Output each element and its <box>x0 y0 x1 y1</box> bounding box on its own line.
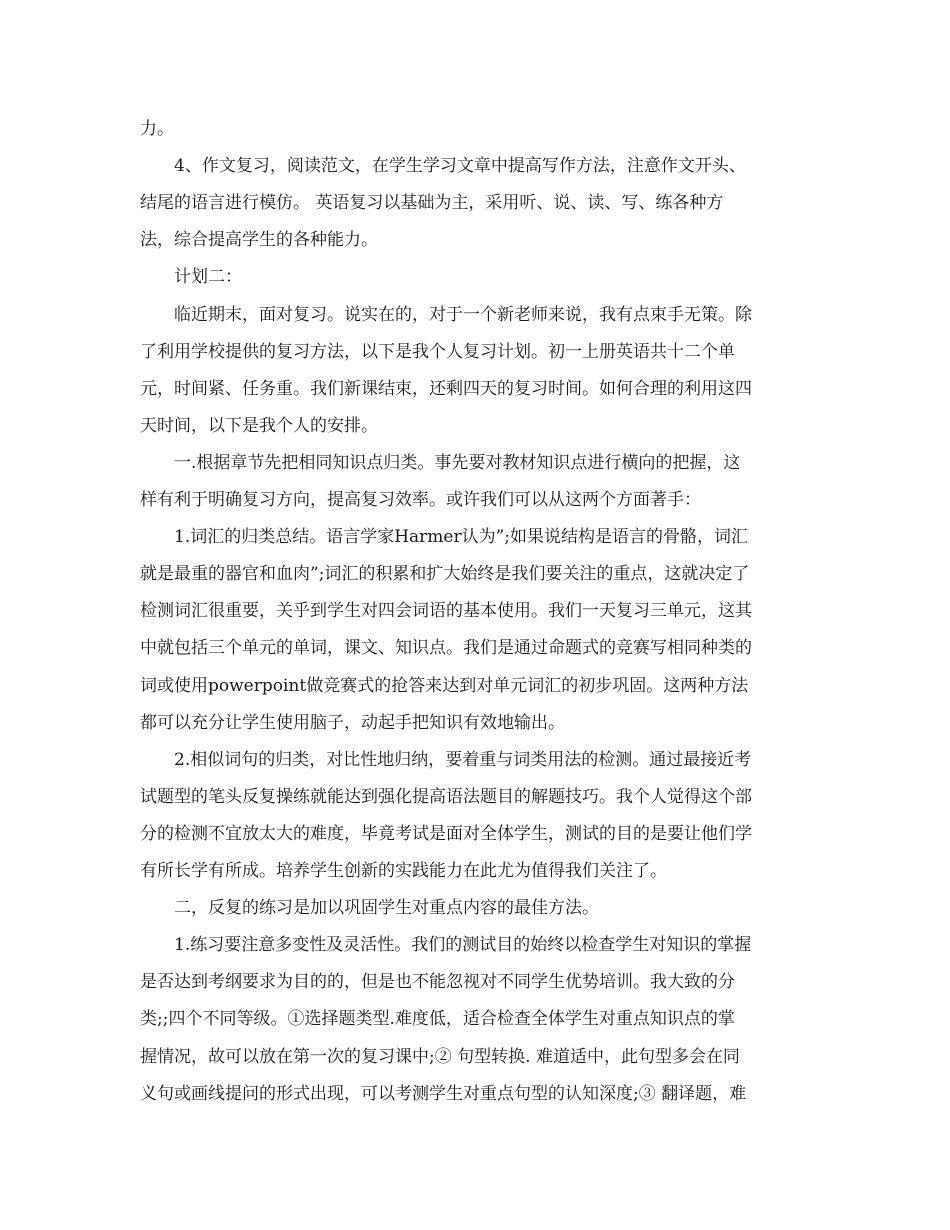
text-line: 1.练习要注意多变性及灵活性。我们的测试目的始终以检查学生对知识的掌握 <box>174 935 752 956</box>
text-line: 1.词汇的归类总结。语言学家Harmer认为”;如果说结构是语言的骨骼，词汇 <box>174 527 749 548</box>
text-line: 结尾的语言进行模仿。 英语复习以基础为主，采用听、说、读、写、练各种方 <box>140 193 724 214</box>
text-line: 都可以充分让学生使用脑子，动起手把知识有效地输出。 <box>140 712 565 733</box>
text-line: 义句或画线提问的形式出现，可以考测学生对重点句型的认知深度;③ 翻译题，难 <box>140 1083 747 1104</box>
text-line: 是否达到考纲要求为目的的，但是也不能忽视对不同学生优势培训。我大致的分 <box>140 972 735 993</box>
text-line: 检测词汇很重要，关乎到学生对四会词语的基本使用。我们一天复习三单元，这其 <box>140 601 752 622</box>
text-line: 4、作文复习，阅读范文，在学生学习文章中提高写作方法，注意作文开头、 <box>174 156 746 177</box>
text-line: 试题型的笔头反复操练就能达到强化提高语法题目的解题技巧。我个人觉得这个部 <box>140 786 752 807</box>
text-line: 中就包括三个单元的单词，课文、知识点。我们是通过命题式的竞赛写相同种类的 <box>140 638 752 659</box>
text-line: 分的检测不宜放太大的难度，毕竟考试是面对全体学生，测试的目的是要让他们学 <box>140 823 752 844</box>
text-line: 力。 <box>140 119 174 139</box>
text-line: 了利用学校提供的复习方法，以下是我个人复习计划。初一上册英语共十二个单 <box>140 341 735 362</box>
text-line: 计划二： <box>174 267 242 288</box>
text-line: 元，时间紧、任务重。我们新课结束，还剩四天的复习时间。如何合理的利用这四 <box>140 378 752 399</box>
text-line: 词或使用powerpoint做竞赛式的抢答来达到对单元词汇的初步巩固。这两种方法 <box>140 675 749 696</box>
text-line: 临近期末，面对复习。说实在的，对于一个新老师来说，我有点束手无策。除 <box>174 304 752 325</box>
text-line: 一.根据章节先把相同知识点归类。事先要对教材知识点进行横向的把握，这 <box>174 452 741 473</box>
text-line: 天时间，以下是我个人的安排。 <box>140 415 378 436</box>
text-line: 有所长学有所成。培养学生创新的实践能力在此尤为值得我们关注了。 <box>140 861 667 881</box>
text-line: 就是最重的器官和血肉”;词汇的积累和扩大始终是我们要关注的重点，这就决定了 <box>140 564 750 585</box>
text-line: 2.相似词句的归类，对比性地归纳，要着重与词类用法的检测。通过最接近考 <box>174 749 752 770</box>
text-line: 样有利于明确复习方向，提高复习效率。或许我们可以从这两个方面著手： <box>140 490 701 510</box>
text-line: 二，反复的练习是加以巩固学生对重点内容的最佳方法。 <box>174 898 599 919</box>
text-line: 法，综合提高学生的各种能力。 <box>140 230 378 251</box>
text-line: 类;;四个不同等级。①选择题类型.难度低，适合检查全体学生对重点知识点的掌 <box>140 1009 735 1030</box>
text-line: 握情况，故可以放在第一次的复习课中;② 句型转换. 难道适中，此句型多会在同 <box>140 1046 740 1067</box>
